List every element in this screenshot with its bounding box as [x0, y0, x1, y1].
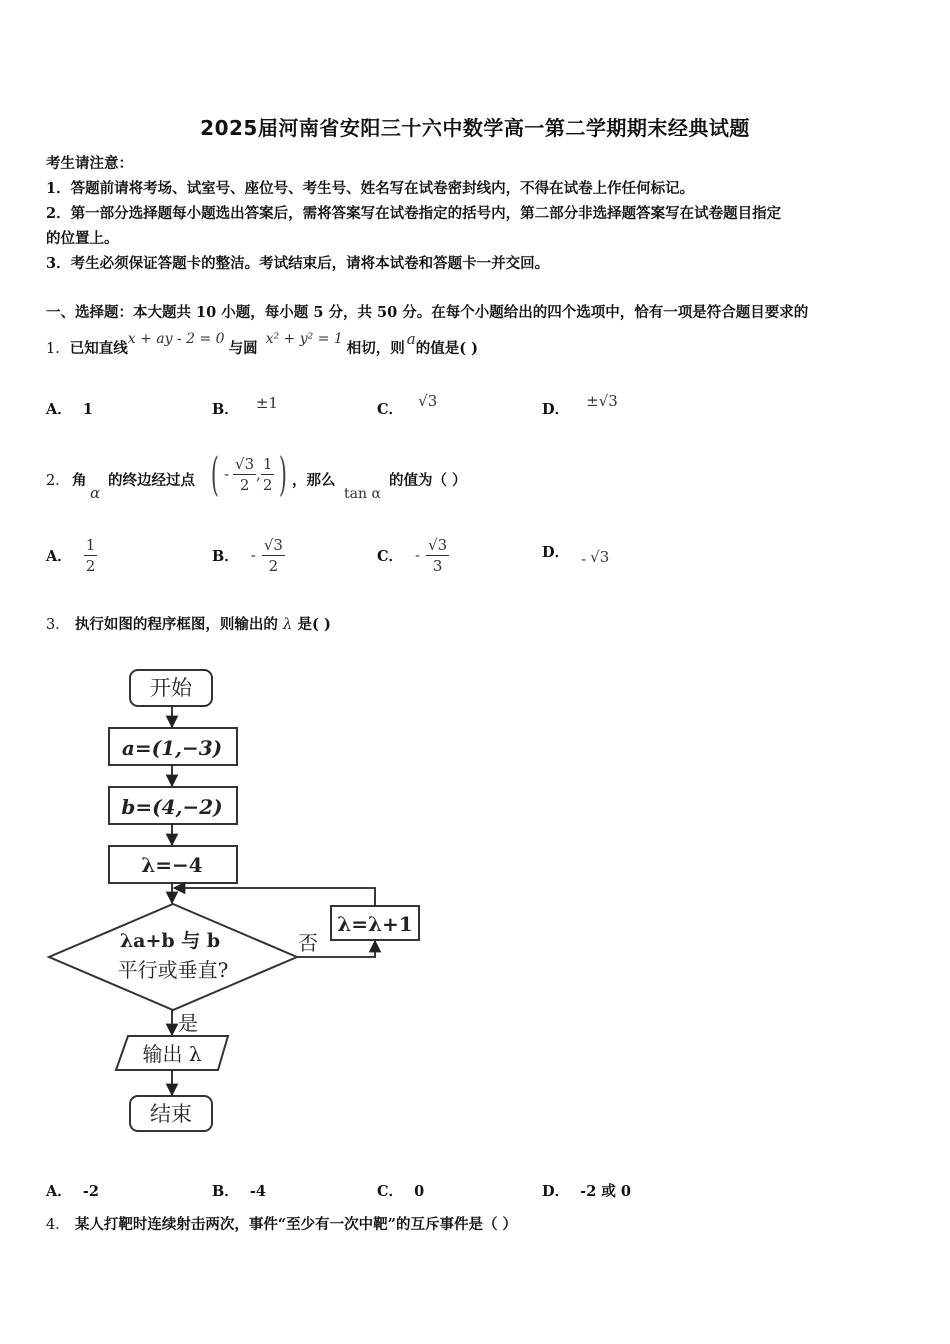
q2-option-b-label: B．	[212, 547, 239, 565]
q3-option-b-label: B．	[212, 1183, 239, 1200]
q2-option-a-num: 1	[85, 535, 96, 554]
q1-option-a-value: 1	[82, 401, 93, 418]
q1-line-equation: x + ay - 2 = 0	[127, 331, 225, 347]
q3-text: 执行如图的程序框图，则输出的	[74, 616, 278, 633]
flowchart-no-label: 否	[298, 931, 318, 955]
q4-text: 某人打靶时连续射击两次，事件“至少有一次中靶”的互斥事件是（ ）	[74, 1216, 518, 1233]
q2-option-c-sign: -	[415, 546, 421, 564]
q1-number: 1．	[46, 340, 70, 357]
q2-option-d-sign: -	[581, 550, 587, 568]
right-paren: )	[279, 447, 288, 501]
section-heading: 一、选择题：本大题共 10 小题，每小题 5 分，共 50 分。在每个小题给出的四个选项中，恰有一项是符合题目要求的	[46, 304, 809, 321]
flowchart	[0, 640, 440, 1150]
q3-option-b	[212, 1180, 266, 1201]
flowchart-condition-diamond	[49, 904, 297, 1010]
q3-number: 3．	[46, 617, 70, 633]
q2-option-a-den: 2	[85, 556, 96, 575]
q2-point-x-den: 2	[239, 475, 250, 494]
q2-text-pre: 角	[72, 472, 87, 489]
q1-option-a-label: A．	[46, 401, 72, 418]
q2-option-c	[377, 530, 449, 580]
q2-option-c-label: C．	[377, 547, 404, 565]
q2-option-a-label: A．	[46, 547, 72, 565]
q3-option-c	[377, 1180, 424, 1201]
page-title: 2025届河南省安阳三十六中数学高一第二学期期末经典试题	[200, 116, 750, 140]
q2-option-a-frac	[84, 535, 98, 576]
comma: ,	[256, 465, 261, 483]
q2-number: 2．	[46, 473, 70, 489]
q3-option-d-label: D．	[542, 1183, 570, 1200]
q3-option-a	[46, 1180, 99, 1201]
question-1	[46, 330, 478, 364]
notice-item-3: 3．考生必须保证答题卡的整洁。考试结束后，请将本试卷和答题卡一并交回。	[46, 255, 550, 272]
q1-option-c	[377, 392, 438, 419]
q2-tan-alpha: tan α	[344, 486, 381, 502]
q1-option-b-value: ±1	[255, 394, 278, 412]
q2-text-post2: 的值为（ ）	[389, 472, 467, 489]
q4-number: 4．	[46, 1217, 70, 1233]
q2-point-y-num: 1	[262, 454, 273, 473]
flowchart-condition-line1: λa+b 与 b	[119, 930, 221, 952]
q2-point	[206, 446, 292, 502]
q2-option-d-value: √3	[590, 548, 610, 566]
q3-variable: λ	[282, 615, 293, 633]
q2-option-c-num: √3	[428, 535, 448, 554]
flowchart-end-label: 结束	[150, 1102, 192, 1126]
question-4	[46, 1213, 517, 1234]
flowchart-yes-label: 是	[178, 1011, 198, 1035]
q2-option-c-frac	[426, 535, 449, 576]
q2-option-b	[212, 530, 285, 580]
q1-option-b	[212, 394, 278, 419]
notice-item-2: 2．第一部分选择题每小题选出答案后，需将答案写在试卷指定的括号内，第二部分非选择题答案写在试卷题目指定	[46, 205, 782, 222]
notice-item-1: 1．答题前请将考场、试室号、座位号、考生号、姓名写在试卷密封线内，不得在试卷上作任何标记。	[46, 180, 695, 197]
q2-option-d-label: D．	[542, 543, 570, 561]
q2-text-mid: 的终边经过点	[108, 472, 195, 489]
flowchart-step-l-label: λ=−4	[141, 853, 203, 877]
q1-text-mid: 与圆	[228, 339, 258, 357]
flowchart-output-label: 输出 λ	[142, 1042, 202, 1066]
q2-point-x-sign: -	[223, 465, 230, 483]
q2-option-a	[46, 530, 97, 580]
q2-text-post1: ，那么	[292, 472, 336, 489]
q3-option-c-label: C．	[377, 1183, 404, 1200]
q2-point-x	[233, 454, 256, 495]
q3-option-d	[542, 1180, 631, 1201]
q2-option-b-frac	[262, 535, 285, 576]
q1-text-pre: 已知直线	[69, 339, 128, 357]
q1-option-d-value: ±√3	[586, 392, 618, 410]
q2-option-b-sign: -	[250, 546, 256, 564]
flowchart-arrow-loop	[174, 888, 375, 906]
q1-variable: a	[406, 330, 416, 348]
flowchart-step-b-label: b=(4,−2)	[121, 795, 223, 819]
q3-option-b-value: -4	[249, 1183, 266, 1200]
q3-option-a-value: -2	[82, 1183, 99, 1200]
left-paren: (	[210, 447, 220, 501]
q2-variable: α	[90, 484, 101, 502]
notice-heading: 考生请注意：	[46, 155, 133, 172]
q1-option-d-label: D．	[542, 401, 570, 418]
q1-option-c-value: √3	[418, 392, 438, 410]
flowchart-step-a-label: a=(1,−3)	[121, 736, 223, 760]
flowchart-condition-line2: 平行或垂直?	[117, 958, 229, 982]
q1-text-post2: 的值是( )	[415, 339, 479, 357]
q3-option-d-value: -2 或 0	[580, 1183, 631, 1200]
question-3	[46, 613, 331, 634]
q2-option-b-num: √3	[263, 535, 283, 554]
q3-text-post: 是( )	[297, 616, 331, 633]
q3-option-a-label: A．	[46, 1183, 72, 1200]
q2-point-x-num: √3	[235, 454, 255, 473]
q2-point-y	[261, 454, 275, 495]
q2-option-c-den: 3	[432, 556, 443, 575]
q2-option-d	[542, 530, 609, 580]
q2-point-y-den: 2	[262, 475, 273, 494]
q3-option-c-value: 0	[414, 1183, 425, 1200]
q1-option-d	[542, 392, 618, 419]
q1-option-c-label: C．	[377, 401, 404, 418]
q1-circle-equation: x² + y² = 1	[265, 331, 343, 347]
flowchart-start-label: 开始	[150, 676, 192, 700]
q2-option-b-den: 2	[268, 556, 279, 575]
flowchart-update-label: λ=λ+1	[337, 912, 413, 936]
q1-text-post1: 相切，则	[346, 339, 405, 357]
q1-option-b-label: B．	[212, 401, 239, 418]
q1-option-a	[46, 398, 93, 419]
notice-item-2-cont: 的位置上。	[46, 230, 119, 247]
